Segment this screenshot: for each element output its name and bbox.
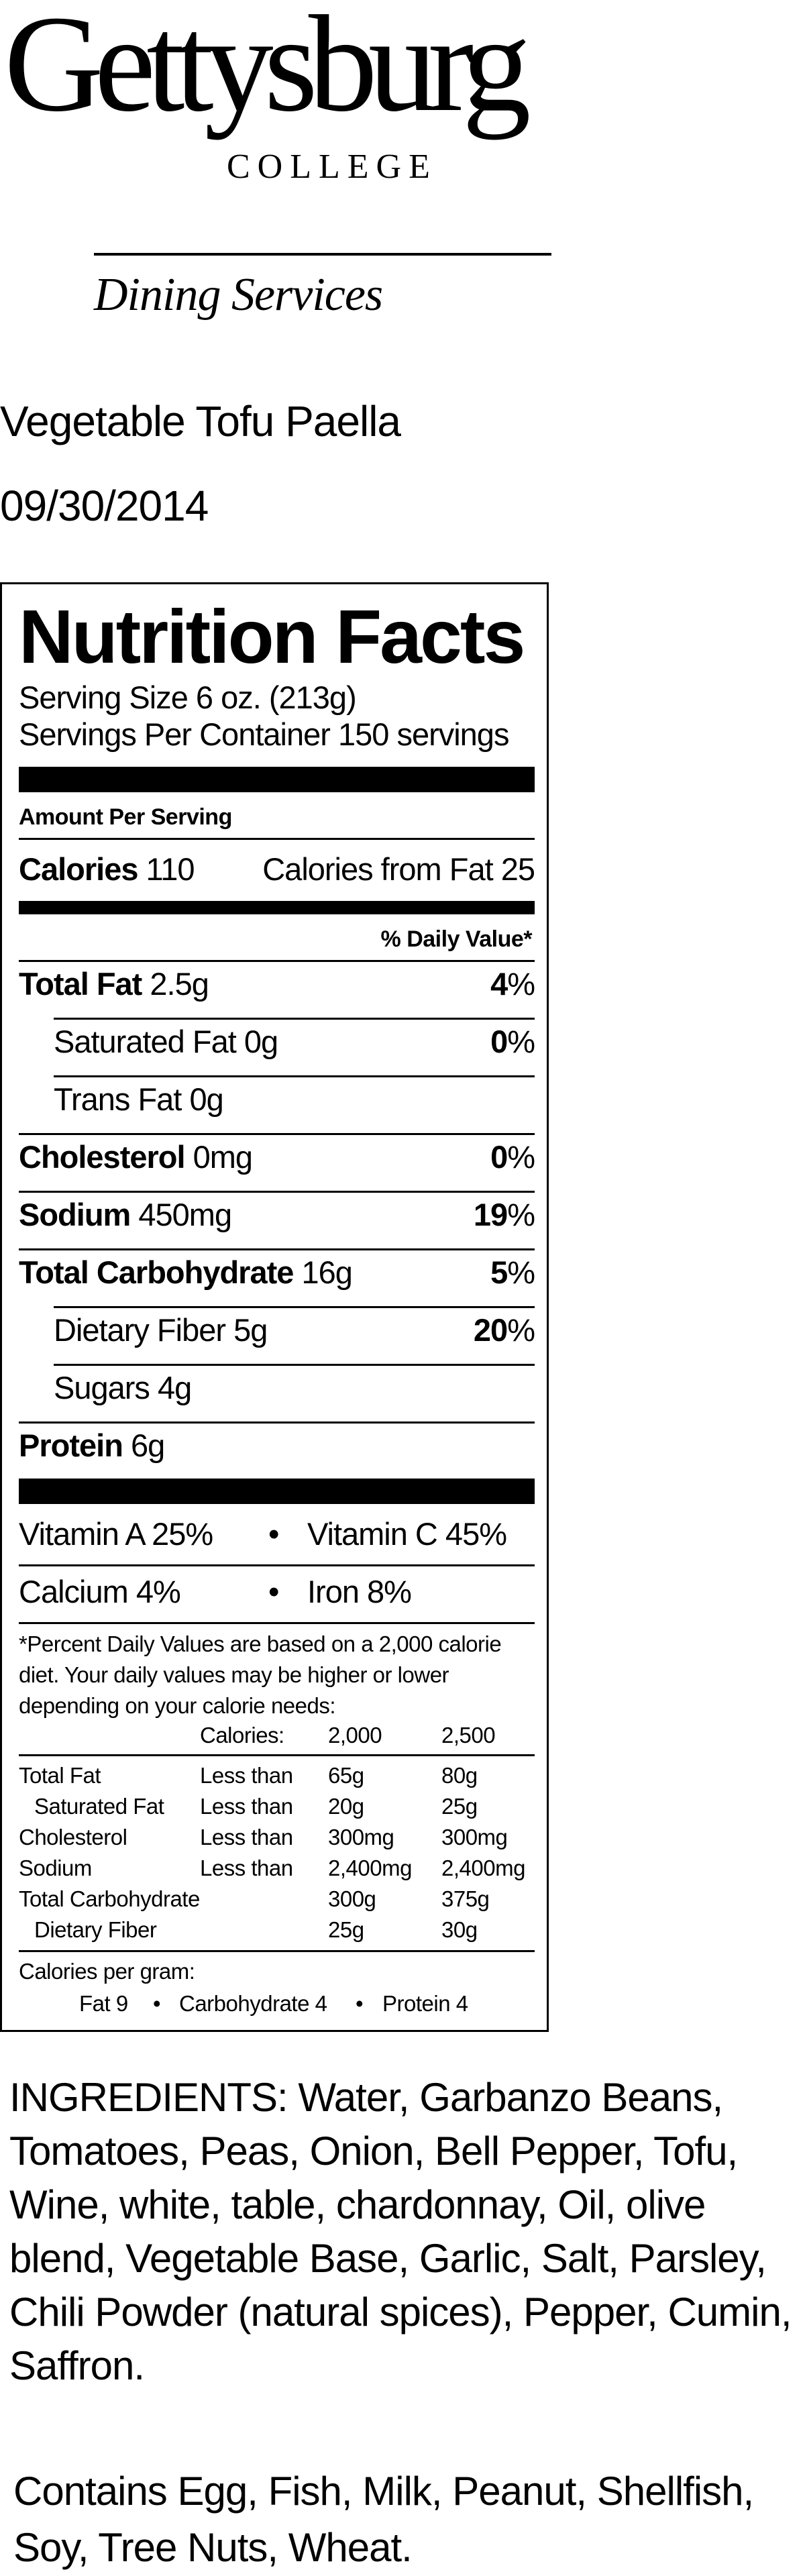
dv-name: Total Fat (19, 1763, 101, 1788)
ingredients-text: INGREDIENTS: Water, Garbanzo Beans, Tomatoes, Peas, Onion, Bell Pepper, Tofu, Wine, white, table, chardonnay, Oil, olive blend, Vegetable Base, Garlic, Salt, Parsley, Chili Powder (natural spices), Pepper, Cumin, Saffron. (9, 2075, 792, 2388)
pct-sign: % (507, 1024, 535, 1059)
dv-name: Cholesterol (19, 1825, 127, 1849)
logo-wordmark: Gettysburg (4, 0, 522, 140)
dv-col2: 300mg (441, 1825, 508, 1849)
footnote-line: depending on your calorie needs: (19, 1693, 336, 1718)
nutrient-amount: 0mg (193, 1139, 253, 1175)
nutrient-label: Total Fat (19, 966, 142, 1002)
vitamin-c: Vitamin C 45% (307, 1516, 506, 1552)
dv-col1: 25g (328, 1917, 364, 1942)
nutrient-amount: 450mg (138, 1197, 232, 1232)
college-logo (0, 0, 564, 208)
nutrient-amount: 16g (301, 1254, 352, 1290)
dv-col1: 20g (328, 1794, 364, 1819)
nutrient-amount: 5g (233, 1312, 268, 1348)
bullet: • (356, 1991, 364, 2016)
divider (19, 838, 535, 840)
dv-header-col1: 2,000 (328, 1723, 382, 1748)
nutrient-row-trans-fat (54, 1079, 535, 1120)
dv-col2: 30g (441, 1917, 478, 1942)
servings-per-container: Servings Per Container 150 servings (19, 716, 509, 752)
dv-limit: Less than (200, 1794, 293, 1819)
pct-number: 0 (490, 1024, 508, 1059)
dv-name: Sodium (19, 1856, 92, 1880)
recipe-name: Vegetable Tofu Paella (0, 397, 400, 445)
nutrition-facts-label (0, 582, 549, 2032)
nutrient-label: Dietary Fiber (54, 1312, 226, 1348)
footnote-line: *Percent Daily Values are based on a 2,000 calorie (19, 1631, 502, 1656)
dv-col2: 2,400mg (441, 1856, 525, 1880)
calories-value: 110 (146, 851, 195, 887)
serving-size: Serving Size 6 oz. (213g) (19, 680, 356, 715)
nutrient-amount: 2.5g (150, 966, 209, 1002)
protein-per-gram: Protein 4 (382, 1991, 468, 2016)
daily-value-pct (490, 1137, 535, 1177)
pct-sign: % (507, 1197, 535, 1232)
divider (19, 960, 535, 962)
pct-number: 20 (473, 1312, 508, 1348)
divider (54, 1075, 535, 1077)
nutrient-amount: 0g (189, 1081, 223, 1117)
thick-divider (19, 1479, 535, 1504)
dv-name: Total Carbohydrate (19, 1886, 200, 1911)
pct-sign: % (507, 966, 535, 1002)
divider (54, 1018, 535, 1020)
dv-limit: Less than (200, 1825, 293, 1849)
dv-col2: 375g (441, 1886, 490, 1911)
header-divider (94, 253, 551, 256)
pct-number: 4 (490, 966, 508, 1002)
medium-divider (19, 901, 535, 914)
bullet: • (268, 1574, 279, 1609)
daily-value-pct (474, 1195, 535, 1235)
pct-number: 0 (490, 1139, 508, 1175)
nutrient-row-total-carbohydrate (19, 1252, 535, 1293)
divider (19, 1133, 535, 1135)
recipe-date: 09/30/2014 (0, 482, 209, 530)
nutrient-amount: 0g (244, 1024, 278, 1059)
pct-number: 19 (473, 1197, 508, 1232)
pct-sign: % (507, 1312, 535, 1348)
dv-col1: 300mg (328, 1825, 394, 1849)
thick-divider (19, 767, 535, 792)
dv-header-label: Calories: (200, 1723, 284, 1748)
nutrient-label: Saturated Fat (54, 1024, 236, 1059)
amount-per-serving: Amount Per Serving (19, 804, 232, 830)
calories-from-fat: Calories from Fat 25 (262, 851, 535, 887)
calories-row (19, 849, 535, 890)
nutrient-row-sodium (19, 1195, 535, 1235)
divider (19, 1421, 535, 1424)
divider (19, 1248, 535, 1250)
pct-sign: % (507, 1139, 535, 1175)
dv-col1: 300g (328, 1886, 376, 1911)
dv-name: Dietary Fiber (34, 1917, 157, 1942)
logo-subtext: COLLEGE (227, 148, 437, 186)
nutrient-amount: 6g (130, 1428, 165, 1463)
nutrient-label: Cholesterol (19, 1139, 185, 1175)
divider (54, 1306, 535, 1308)
daily-value-pct (490, 1022, 535, 1062)
nutrition-title: Nutrition Facts (19, 594, 524, 679)
daily-value-header: % Daily Value* (380, 926, 532, 952)
calcium: Calcium 4% (19, 1574, 180, 1609)
footnote-line: diet. Your daily values may be higher or lower (19, 1662, 449, 1687)
dv-col2: 25g (441, 1794, 478, 1819)
dv-header-col2: 2,500 (441, 1723, 496, 1748)
divider (19, 1622, 535, 1624)
nutrient-amount: 4g (157, 1370, 192, 1405)
divider (19, 1950, 535, 1952)
bullet: • (268, 1516, 279, 1552)
nutrient-label: Trans Fat (54, 1081, 182, 1117)
divider (19, 1191, 535, 1193)
nutrient-label: Total Carbohydrate (19, 1254, 294, 1290)
daily-value-pct (490, 1252, 535, 1293)
dv-col2: 80g (441, 1763, 478, 1788)
bullet: • (153, 1991, 161, 2016)
carbohydrate-per-gram: Carbohydrate 4 (179, 1991, 327, 2016)
daily-value-pct (474, 1310, 535, 1350)
nutrient-row-cholesterol (19, 1137, 535, 1177)
department-name: Dining Services (94, 269, 383, 321)
dv-limit: Less than (200, 1763, 293, 1788)
nutrient-row-protein (19, 1426, 535, 1466)
dv-col1: 65g (328, 1763, 364, 1788)
divider (54, 1364, 535, 1366)
nutrient-label: Sodium (19, 1197, 131, 1232)
nutrient-row-dietary-fiber (54, 1310, 535, 1350)
dv-limit: Less than (200, 1856, 293, 1880)
dv-col1: 2,400mg (328, 1856, 412, 1880)
pct-sign: % (507, 1254, 535, 1290)
pct-number: 5 (490, 1254, 508, 1290)
iron: Iron 8% (307, 1574, 411, 1609)
calories-per-gram-label: Calories per gram: (19, 1959, 195, 1984)
vitamin-a: Vitamin A 25% (19, 1516, 213, 1552)
nutrient-row-total-fat (19, 964, 535, 1004)
allergens-text: Contains Egg, Fish, Milk, Peanut, Shellfish, Soy, Tree Nuts, Wheat. (13, 2469, 754, 2570)
nutrient-row-saturated-fat (54, 1022, 535, 1062)
calories-label: Calories (19, 851, 138, 887)
divider (19, 1564, 535, 1566)
fat-per-gram: Fat 9 (79, 1991, 128, 2016)
nutrient-label: Sugars (54, 1370, 150, 1405)
dv-name: Saturated Fat (34, 1794, 164, 1819)
nutrient-label: Protein (19, 1428, 123, 1463)
divider (19, 1754, 535, 1756)
nutrient-row-sugars (54, 1368, 535, 1408)
daily-value-pct (490, 964, 535, 1004)
